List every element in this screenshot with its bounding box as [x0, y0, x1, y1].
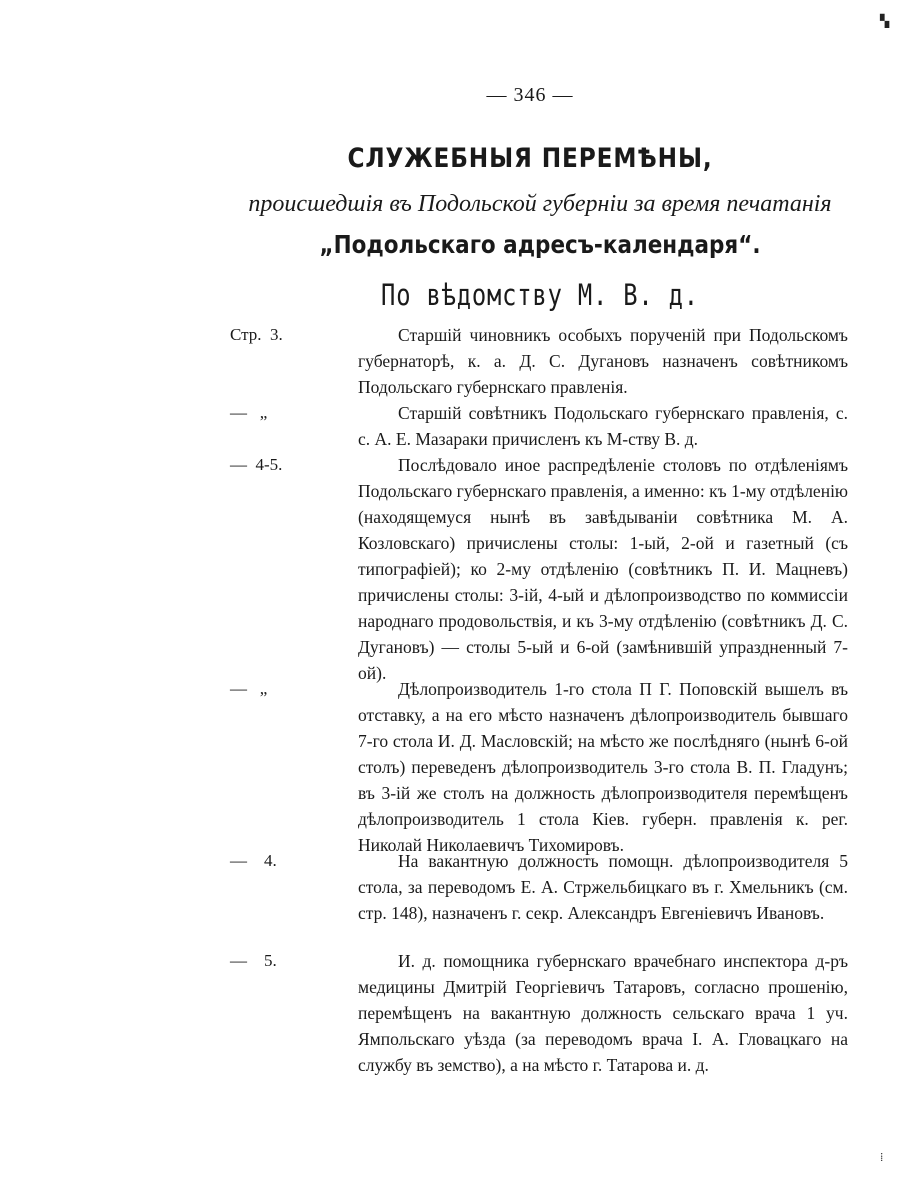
page-subtitle: происшедшія въ Подольской губерніи за время печатанія — [248, 191, 832, 217]
entry-text: На вакантную должность помощн. дѣлопроизводителя 5 стола, за переводомъ Е. А. Стржельбицкаго въ г. Хмельникъ (см. стр. 148), назначенъ г. секр. Александръ Евгеніевичъ Ивановъ. — [358, 851, 848, 923]
entry-ref: Стр. 3. — [230, 325, 283, 344]
calendar-title: „Подольскаго адресъ-календаря“. — [319, 230, 761, 259]
entry-ref: — „ — [230, 679, 268, 698]
scan-mark: ⁞ — [880, 1150, 884, 1164]
entry-text: Старшій чиновникъ особыхъ порученій при Подольскомъ губернаторѣ, к. а. Д. С. Дугановъ назначенъ совѣтникомъ Подольскаго губернскаго правленія. — [358, 325, 848, 397]
entry-text: И. д. помощника губернскаго врачебнаго инспектора д-ръ медицины Дмитрій Георгіевичъ Татаровъ, согласно прошенію, перемѣщенъ на вакантную должность сельскаго врача 1 уч. Ямпольскаго уѣзда (за переводомъ врача І. А. Гловацкаго на службу въ земство), а на мѣсто г. Татарова и. д. — [358, 951, 848, 1075]
page-number: — 346 — — [486, 84, 574, 106]
scan-mark: ▚ — [880, 14, 890, 28]
entry-text: Дѣлопроизводитель 1-го стола П Г. Поповскій вышелъ въ отставку, а на его мѣсто назначенъ дѣлопроизводитель бывшаго 7-го стола И. Д. Масловскій; на мѣсто же послѣдняго (нынѣ 6-ой столъ) переведенъ дѣлопроизводитель 3-го стола В. П. Гладунъ; въ 3-ій же столъ на должность дѣлопроизводителя перемѣщенъ дѣлопроизводитель 1 стола Кіев. губерн. правленія к. рег. Николай Николаевичъ Тихомировъ. — [358, 679, 848, 855]
entry-ref: — „ — [230, 403, 268, 422]
entry-text: Старшій совѣтникъ Подольскаго губернскаго правленія, с. с. А. Е. Мазараки причисленъ къ М-ству В. д. — [358, 403, 848, 449]
page-title: СЛУЖЕБНЫЯ ПЕРЕМѢНЫ, — [347, 143, 713, 174]
entry-ref: — 4. — [230, 851, 277, 870]
section-heading: По вѣдомству М. В. д. — [381, 278, 699, 312]
entry-ref: — 5. — [230, 951, 277, 970]
entry-ref: — 4-5. — [230, 455, 283, 474]
entry-text: Послѣдовало иное распредѣленіе столовъ по отдѣленіямъ Подольскаго губернскаго правленія, а именно: къ 1-му отдѣленію (находящемуся нынѣ въ завѣдываніи совѣтника М. А. Козловскаго) причислены столы: 1-ый, 2-ой и газетный (съ типографіей); ко 2-му отдѣленію (совѣтникъ П. И. Мацневъ) причислены столы: 3-ій, 4-ый и дѣлопроизводство по коммиссіи народнаго продовольствія, и къ 3-му отдѣленію (совѣтникъ Д. С. Дугановъ) — столы 5-ый и 6-ой (замѣнившій упраздненный 7-ой). — [358, 455, 848, 683]
